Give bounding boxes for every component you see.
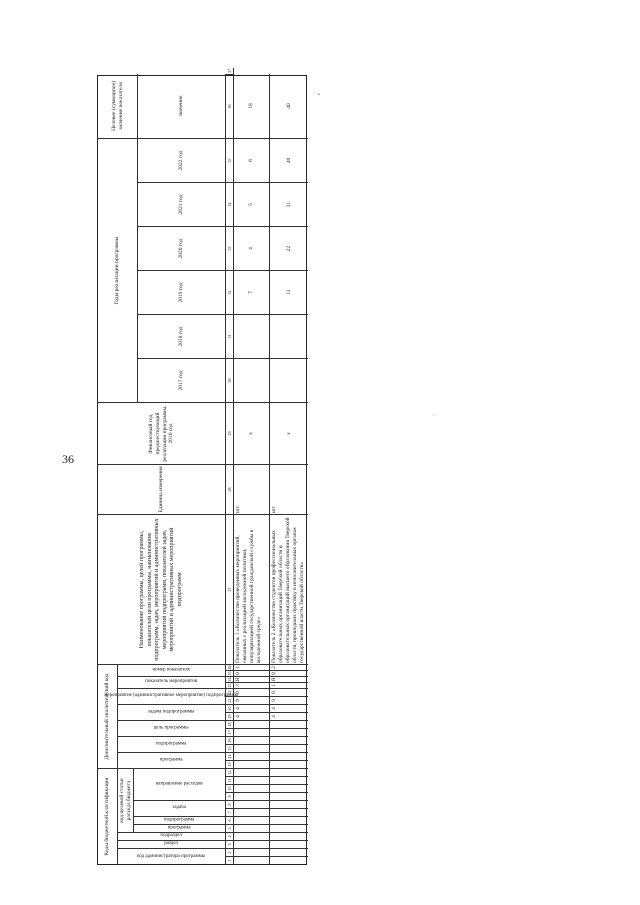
column-number: 1	[226, 856, 234, 864]
column-number: 5	[226, 824, 234, 832]
header-extra-class: Дополнительный аналитический код	[98, 664, 118, 768]
header-unit: Единица измерения	[98, 464, 226, 514]
code-cell	[270, 792, 308, 800]
header-subsection: подраздел	[118, 832, 226, 840]
code-cell	[270, 736, 308, 744]
column-number: 14	[226, 752, 234, 760]
code-cell	[270, 800, 308, 808]
column-number: 12	[226, 768, 234, 776]
indicator-table	[97, 69, 307, 865]
column-number: 23	[227, 683, 232, 688]
header-year-2020: 2020 год	[138, 226, 226, 270]
code-cell	[270, 744, 308, 752]
column-number: 17	[226, 728, 234, 736]
column-number: 25	[227, 671, 232, 676]
column-number: 11	[226, 776, 234, 784]
row-1-unit: шт.	[234, 464, 270, 514]
column-number: 22	[226, 688, 234, 696]
code-cell	[234, 792, 270, 800]
code-digit: 0	[270, 670, 308, 676]
page-number: 36	[62, 452, 74, 466]
row-2-final: 40	[285, 103, 292, 109]
header-goal-x: цель программы	[118, 720, 226, 736]
header-years-group: Годы реализации программы	[98, 138, 138, 402]
code-cell	[270, 720, 308, 728]
column-number: 18	[226, 720, 234, 728]
code-digit: 3	[234, 682, 270, 688]
column-number: 30	[226, 358, 234, 402]
code-digit: 0	[234, 670, 270, 676]
column-number: 26	[227, 665, 232, 670]
code-cell	[270, 816, 308, 824]
row-2-y2019: 13	[270, 270, 308, 314]
code-cell	[270, 840, 308, 848]
column-number: 36	[226, 74, 234, 138]
code-digit: 4	[270, 704, 308, 712]
header-direction: направление расходов	[134, 768, 226, 800]
code-digit: 4	[234, 704, 270, 712]
header-financial-year: Финансовый год, предшествующий реализации программы, 2016 год	[98, 402, 226, 464]
column-number: 6	[226, 816, 234, 824]
code-cell	[234, 752, 270, 760]
column-number: 4	[226, 832, 234, 840]
row-1-y2022: 6	[234, 138, 270, 182]
header-indicator-event: показатель мероприятия	[118, 676, 226, 688]
row-1-name: Показатель 1 «Количество проведенных мероприятий, связанных с реализацией молодежной политики, популяризацией государственной гражданской службы в молодежной среде»	[234, 514, 270, 664]
code-cell	[234, 728, 270, 736]
column-number: 16	[226, 736, 234, 744]
column-number: 37	[227, 69, 232, 73]
code-cell	[234, 760, 270, 768]
header-admin-code: код администратора программы	[118, 848, 226, 864]
code-cell	[234, 832, 270, 840]
code-cell	[234, 848, 270, 856]
code-cell	[234, 816, 270, 824]
header-task-sub: задача подпрограммы	[118, 704, 226, 720]
header-year-2021: 2021 год	[138, 182, 226, 226]
code-cell	[234, 776, 270, 784]
row-2-y2021: 31	[270, 182, 308, 226]
code-cell	[234, 744, 270, 752]
header-target-article: код целевой статьи расхода бюджета	[118, 768, 134, 832]
code-cell	[270, 752, 308, 760]
row-2-y2018	[270, 314, 308, 358]
code-cell	[234, 840, 270, 848]
column-number: 2	[226, 848, 234, 856]
header-year-2022: 2022 год	[138, 138, 226, 182]
header-year-2019: 2019 год	[138, 270, 226, 314]
column-number: 8	[226, 800, 234, 808]
header-budget-codes: Коды бюджетной классификации	[98, 768, 118, 864]
code-digit: 4	[270, 712, 308, 720]
code-cell	[270, 856, 308, 864]
code-cell	[270, 808, 308, 816]
header-subprogram-x: подпрограмма	[118, 736, 226, 752]
header-name: Наименование программы, целей программы, показателей цели программы, наименование подпрограмм, задач, мероприятий и административных мероприятий подпрограмм, показателей задач, мероприятий и административных мероприятий подпрограмм	[98, 514, 226, 664]
row-1-y2019: 7	[234, 270, 270, 314]
column-number: 33	[226, 226, 234, 270]
column-number: 15	[226, 744, 234, 752]
row-1-y2017	[234, 358, 270, 402]
row-1-y2021: 5	[234, 182, 270, 226]
code-cell	[270, 784, 308, 792]
code-cell	[234, 768, 270, 776]
code-digit: 2	[270, 664, 308, 670]
code-cell	[234, 824, 270, 832]
code-cell	[234, 808, 270, 816]
row-2-unit: шт	[270, 464, 308, 514]
header-task: задача	[134, 800, 226, 816]
code-cell	[270, 776, 308, 784]
code-cell	[234, 720, 270, 728]
code-digit: 1	[234, 664, 270, 670]
code-cell	[270, 824, 308, 832]
column-number: 21	[226, 696, 234, 704]
row-2-name: Показатель 2 «Количество студентов профессиональных образовательных организаций Тверской области и образовательных организаций высшего образования Тверской области, прошедших практику в исполнительных органах государственной власти Тверской области»	[270, 514, 308, 664]
header-program-x: программа	[118, 752, 226, 768]
code-cell	[270, 832, 308, 840]
column-number: 28	[226, 464, 234, 514]
row-2-fin: х	[270, 402, 308, 464]
column-number: 9	[226, 792, 234, 800]
column-number: 3	[226, 840, 234, 848]
column-number: 19	[226, 712, 234, 720]
code-cell	[270, 728, 308, 736]
column-number: 29	[226, 402, 234, 464]
code-cell	[270, 768, 308, 776]
row-2-y2017	[270, 358, 308, 402]
code-digit: 0	[270, 688, 308, 696]
header-final: Целевое (суммарное) значение показателя	[98, 74, 138, 138]
column-number: 34	[226, 182, 234, 226]
row-1-final: 18	[234, 74, 270, 138]
margin-mark: .	[433, 413, 435, 418]
code-digit: Я	[234, 676, 270, 682]
header-year-2018: 2018 год	[138, 314, 226, 358]
column-number: 20	[226, 704, 234, 712]
column-number: 10	[226, 784, 234, 792]
header-section: раздел	[118, 840, 226, 848]
header-final-value: значение	[138, 74, 226, 138]
code-digit: 9	[270, 696, 308, 704]
header-indicator-num: номер показателя	[118, 664, 226, 676]
code-cell	[270, 760, 308, 768]
column-number: 24	[227, 677, 232, 682]
code-cell	[234, 736, 270, 744]
header-program: программа	[134, 824, 226, 832]
column-number: 13	[226, 760, 234, 768]
code-cell	[234, 784, 270, 792]
header-subprogram: подпрограмма	[134, 816, 226, 824]
code-digit: 1	[270, 682, 308, 688]
column-number: 35	[226, 138, 234, 182]
row-1-y2018	[234, 314, 270, 358]
column-number: 32	[226, 270, 234, 314]
code-digit: 4	[234, 712, 270, 720]
rotated-table-sheet	[97, 69, 307, 865]
header-event-sub: мероприятие (административное мероприятие) подпрограммы	[118, 688, 226, 704]
margin-mark: •	[318, 93, 320, 98]
code-digit: Я	[270, 676, 308, 682]
code-cell	[270, 848, 308, 856]
row-1-y2020: 4	[234, 226, 270, 270]
code-cell	[234, 856, 270, 864]
row-1-fin: х	[234, 402, 270, 464]
code-cell	[234, 800, 270, 808]
column-number: 7	[226, 808, 234, 816]
code-digit: 9	[234, 696, 270, 704]
row-2-y2022: 40	[270, 138, 308, 182]
row-2-y2020: 22	[270, 226, 308, 270]
column-number: 31	[226, 314, 234, 358]
header-year-2017: 2017 год	[138, 358, 226, 402]
column-number: 27	[226, 514, 234, 664]
code-digit: 0	[234, 688, 270, 696]
